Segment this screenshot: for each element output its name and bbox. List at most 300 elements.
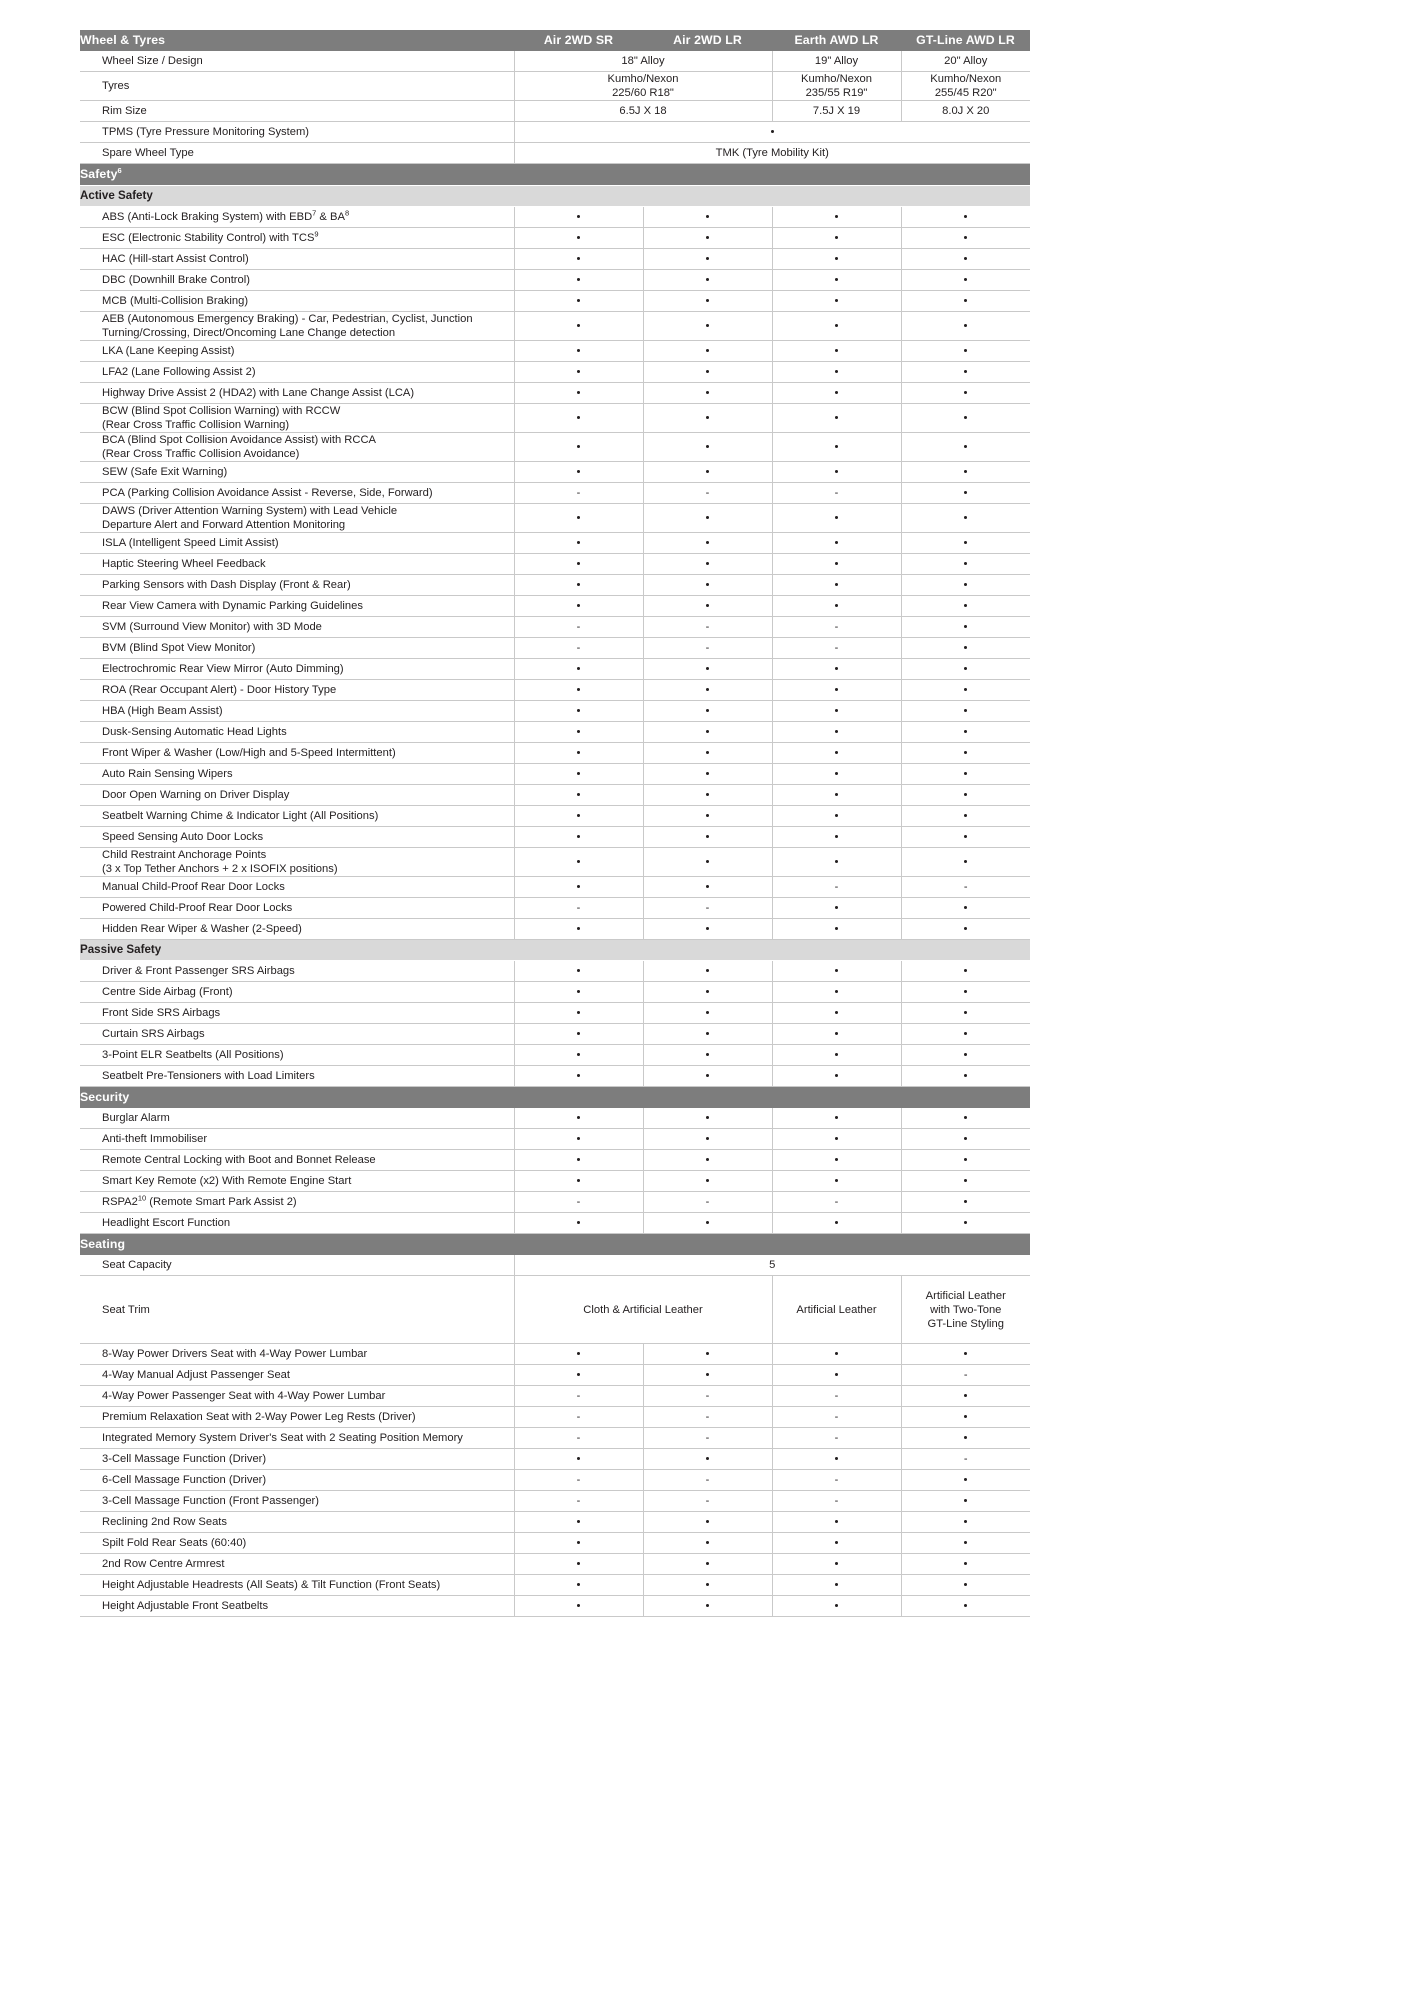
row-value-1: [643, 1533, 772, 1554]
row-value-0: [514, 1192, 643, 1213]
row-label: 3-Cell Massage Function (Driver): [80, 1449, 514, 1470]
available-dot: [964, 1541, 967, 1544]
row-value-0: [514, 919, 643, 940]
available-dot: [706, 1137, 709, 1140]
available-dot: [964, 906, 967, 909]
row-value-3: [901, 638, 1030, 659]
row-label: 8-Way Power Drivers Seat with 4-Way Power Lumbar: [80, 1344, 514, 1365]
table-row-seat-trim: [80, 1276, 1030, 1344]
row-value-0: [514, 1470, 643, 1491]
table-row: [80, 961, 1030, 982]
row-value-3: [901, 575, 1030, 596]
row-value-1: [643, 1108, 772, 1129]
available-dot: [771, 130, 774, 133]
not-available-dash: -: [576, 1410, 581, 1423]
available-dot: [835, 1604, 838, 1607]
available-dot: [706, 793, 709, 796]
available-dot: [835, 793, 838, 796]
subsection-spacer: [514, 940, 643, 961]
row-value-3: [901, 1024, 1030, 1045]
row-label: Child Restraint Anchorage Points (3 x Top Tether Anchors + 2 x ISOFIX positions): [80, 848, 514, 877]
available-dot: [706, 667, 709, 670]
table-row: [80, 1470, 1030, 1491]
row-value-2: 19" Alloy: [772, 51, 901, 72]
row-value-span: TMK (Tyre Mobility Kit): [514, 143, 1030, 164]
not-available-dash: -: [576, 1389, 581, 1402]
row-value-0: [514, 554, 643, 575]
row-value-1: [643, 877, 772, 898]
row-label: Height Adjustable Front Seatbelts: [80, 1596, 514, 1617]
available-dot: [577, 391, 580, 394]
table-row: [80, 554, 1030, 575]
available-dot: [835, 667, 838, 670]
row-value-3: [901, 1192, 1030, 1213]
subsection-spacer: [643, 186, 772, 207]
row-value-2: [772, 1533, 901, 1554]
available-dot: [706, 416, 709, 419]
row-value-3: [901, 1365, 1030, 1386]
table-row: [80, 533, 1030, 554]
available-dot: [706, 1221, 709, 1224]
row-value-1: [643, 207, 772, 228]
table-row: [80, 1512, 1030, 1533]
table-row: [80, 291, 1030, 312]
available-dot: [706, 688, 709, 691]
subsection-title: Active Safety: [80, 186, 514, 207]
row-value-0: [514, 1171, 643, 1192]
row-value-span: 5: [514, 1255, 1030, 1276]
row-value-3: [901, 1386, 1030, 1407]
available-dot: [577, 1032, 580, 1035]
row-value-1: [643, 1192, 772, 1213]
row-value-1: [643, 270, 772, 291]
available-dot: [964, 990, 967, 993]
subsection-header-active-safety: [80, 186, 1030, 207]
not-available-dash: -: [705, 486, 710, 499]
table-row: [80, 1045, 1030, 1066]
row-value-0: [514, 617, 643, 638]
row-value-2: [772, 404, 901, 433]
row-value-0: [514, 877, 643, 898]
row-value-1: [643, 341, 772, 362]
available-dot: [964, 709, 967, 712]
row-label: Spare Wheel Type: [80, 143, 514, 164]
row-value-3: 8.0J X 20: [901, 101, 1030, 122]
available-dot: [706, 990, 709, 993]
available-dot: [706, 1158, 709, 1161]
available-dot: [577, 730, 580, 733]
section-banner-security: [80, 1087, 1030, 1109]
available-dot: [577, 885, 580, 888]
row-value-0: [514, 291, 643, 312]
table-row: [80, 1533, 1030, 1554]
row-value-3: [901, 383, 1030, 404]
row-value-3: [901, 483, 1030, 504]
row-value-2: [772, 596, 901, 617]
row-label: 3-Cell Massage Function (Front Passenger): [80, 1491, 514, 1512]
row-value-1: [643, 785, 772, 806]
row-label: 4-Way Power Passenger Seat with 4-Way Power Lumbar: [80, 1386, 514, 1407]
available-dot: [577, 860, 580, 863]
available-dot: [706, 604, 709, 607]
row-value-1: [643, 312, 772, 341]
row-value-2: [772, 617, 901, 638]
available-dot: [835, 1373, 838, 1376]
available-dot: [577, 583, 580, 586]
not-available-dash: -: [705, 620, 710, 633]
available-dot: [835, 1179, 838, 1182]
table-row: [80, 207, 1030, 228]
table-row: [80, 701, 1030, 722]
table-row: [80, 1171, 1030, 1192]
row-value-1: [643, 249, 772, 270]
row-value-0: [514, 404, 643, 433]
row-value-1: [643, 1150, 772, 1171]
row-label: Hidden Rear Wiper & Washer (2-Speed): [80, 919, 514, 940]
available-dot: [706, 1032, 709, 1035]
available-dot: [964, 1011, 967, 1014]
available-dot: [577, 370, 580, 373]
row-value-1: [643, 383, 772, 404]
table-row: [80, 1108, 1030, 1129]
row-value-3: [901, 919, 1030, 940]
row-value-2: [772, 1150, 901, 1171]
footnote-marker: 6: [117, 165, 122, 175]
available-dot: [964, 491, 967, 494]
available-dot: [706, 324, 709, 327]
row-value-1: [643, 1213, 772, 1234]
row-value-2: [772, 785, 901, 806]
row-value-3: [901, 1449, 1030, 1470]
available-dot: [706, 730, 709, 733]
available-dot: [835, 324, 838, 327]
row-value-3: [901, 249, 1030, 270]
row-value-1: [643, 1428, 772, 1449]
table-row: [80, 919, 1030, 940]
not-available-dash: -: [705, 1473, 710, 1486]
not-available-dash: -: [834, 486, 839, 499]
row-value-2: [772, 228, 901, 249]
row-value-3: [901, 961, 1030, 982]
table-row: [80, 249, 1030, 270]
row-label: DBC (Downhill Brake Control): [80, 270, 514, 291]
row-value-1: [643, 483, 772, 504]
row-value-0: [514, 1386, 643, 1407]
available-dot: [835, 604, 838, 607]
table-row: [80, 659, 1030, 680]
row-label: ABS (Anti-Lock Braking System) with EBD$^7$ & $BA^8$: [80, 207, 514, 228]
table-row: [80, 341, 1030, 362]
row-value-2: [772, 1024, 901, 1045]
available-dot: [964, 215, 967, 218]
row-value-0: [514, 596, 643, 617]
available-dot: [835, 299, 838, 302]
not-available-dash: -: [963, 1452, 968, 1465]
available-dot: [964, 562, 967, 565]
available-dot: [964, 1179, 967, 1182]
row-value-3: [901, 617, 1030, 638]
row-value-2: [772, 504, 901, 533]
row-value-1: [643, 701, 772, 722]
table-row: [80, 1003, 1030, 1024]
row-value-1: [643, 848, 772, 877]
row-label: AEB (Autonomous Emergency Braking) - Car, Pedestrian, Cyclist, Junction Turning/Crossing, Direct/Oncoming Lane Change detection: [80, 312, 514, 341]
available-dot: [706, 516, 709, 519]
table-row: [80, 1386, 1030, 1407]
row-value-0: [514, 806, 643, 827]
row-value-0: [514, 1003, 643, 1024]
spec-sheet: [80, 30, 1030, 1617]
row-label: Burglar Alarm: [80, 1108, 514, 1129]
row-value-3: [901, 1066, 1030, 1087]
row-value-0: [514, 462, 643, 483]
row-value-2: [772, 1003, 901, 1024]
row-value-2: [772, 1192, 901, 1213]
row-value-2: [772, 1554, 901, 1575]
table-row: [80, 596, 1030, 617]
available-dot: [964, 1604, 967, 1607]
available-dot: [964, 1032, 967, 1035]
row-value-0: [514, 270, 643, 291]
row-value-3: [901, 1470, 1030, 1491]
table-row: [80, 764, 1030, 785]
row-value-0: [514, 575, 643, 596]
available-dot: [577, 772, 580, 775]
row-value-2: [772, 982, 901, 1003]
row-label: Centre Side Airbag (Front): [80, 982, 514, 1003]
table-row: [80, 483, 1030, 504]
row-value-0: [514, 1575, 643, 1596]
row-value-3: [901, 1575, 1030, 1596]
row-value-0: [514, 680, 643, 701]
table-row: [80, 1150, 1030, 1171]
row-value-1: [643, 827, 772, 848]
row-label: Front Side SRS Airbags: [80, 1003, 514, 1024]
row-value-0: [514, 743, 643, 764]
available-dot: [706, 969, 709, 972]
available-dot: [964, 516, 967, 519]
available-dot: [706, 1116, 709, 1119]
available-dot: [835, 470, 838, 473]
not-available-dash: -: [834, 880, 839, 893]
table-row: [80, 383, 1030, 404]
row-value-0: [514, 249, 643, 270]
row-label: Seatbelt Warning Chime & Indicator Light (All Positions): [80, 806, 514, 827]
row-label: Integrated Memory System Driver's Seat with 2 Seating Position Memory: [80, 1428, 514, 1449]
not-available-dash: -: [834, 620, 839, 633]
available-dot: [577, 1137, 580, 1140]
available-dot: [835, 835, 838, 838]
available-dot: [706, 1352, 709, 1355]
available-dot: [964, 583, 967, 586]
row-value-3: [901, 1512, 1030, 1533]
row-value-1: [643, 680, 772, 701]
available-dot: [835, 1158, 838, 1161]
row-label: SEW (Safe Exit Warning): [80, 462, 514, 483]
row-value-2: Artificial Leather: [772, 1276, 901, 1344]
available-dot: [577, 1457, 580, 1460]
available-dot: [706, 1541, 709, 1544]
row-value-1: [643, 228, 772, 249]
available-dot: [964, 860, 967, 863]
row-value-1: [643, 1171, 772, 1192]
row-label: Wheel Size / Design: [80, 51, 514, 72]
table-row: [80, 575, 1030, 596]
available-dot: [835, 709, 838, 712]
row-value-1: [643, 1512, 772, 1533]
row-value-0: [514, 898, 643, 919]
row-label: Rim Size: [80, 101, 514, 122]
available-dot: [964, 1415, 967, 1418]
available-dot: [964, 1053, 967, 1056]
row-value-2: [772, 1213, 901, 1234]
row-label: Curtain SRS Airbags: [80, 1024, 514, 1045]
row-value-0: [514, 1596, 643, 1617]
row-value-0: [514, 1066, 643, 1087]
row-label: 6-Cell Massage Function (Driver): [80, 1470, 514, 1491]
row-value-2: [772, 533, 901, 554]
available-dot: [577, 835, 580, 838]
row-label: Seatbelt Pre-Tensioners with Load Limiters: [80, 1066, 514, 1087]
row-label: Anti-theft Immobiliser: [80, 1129, 514, 1150]
available-dot: [706, 562, 709, 565]
row-value-3: [901, 596, 1030, 617]
table-row: [80, 1192, 1030, 1213]
row-value-0: [514, 533, 643, 554]
row-value-0: [514, 1491, 643, 1512]
available-dot: [835, 730, 838, 733]
row-value-0: [514, 341, 643, 362]
row-value-3: [901, 362, 1030, 383]
available-dot: [706, 860, 709, 863]
not-available-dash: -: [705, 1195, 710, 1208]
not-available-dash: -: [834, 1410, 839, 1423]
table-row: [80, 1255, 1030, 1276]
row-value-0: [514, 383, 643, 404]
available-dot: [577, 1158, 580, 1161]
row-value-3: [901, 1407, 1030, 1428]
row-label: DAWS (Driver Attention Warning System) with Lead Vehicle Departure Alert and Forward Attention Monitoring: [80, 504, 514, 533]
footnote-marker: 9: [314, 229, 319, 239]
row-label: Tyres: [80, 72, 514, 101]
row-value-3: [901, 1533, 1030, 1554]
row-label: Electrochromic Rear View Mirror (Auto Dimming): [80, 659, 514, 680]
row-value-merged: Kumho/Nexon 225/60 R18": [514, 72, 772, 101]
row-value-1: [643, 1129, 772, 1150]
available-dot: [964, 236, 967, 239]
row-label: ESC (Electronic Stability Control) with TCS$^9$: [80, 228, 514, 249]
subsection-spacer: [772, 186, 901, 207]
available-dot: [835, 257, 838, 260]
row-value-2: [772, 1108, 901, 1129]
not-available-dash: -: [705, 1494, 710, 1507]
column-header-3: GT-Line AWD LR: [901, 30, 1030, 51]
available-dot: [964, 416, 967, 419]
row-value-1: [643, 743, 772, 764]
table-row: [80, 1129, 1030, 1150]
row-value-0: [514, 982, 643, 1003]
available-dot: [964, 278, 967, 281]
available-dot: [835, 1520, 838, 1523]
row-value-2: [772, 483, 901, 504]
section-title-wheel-tyres: Wheel & Tyres: [80, 30, 514, 51]
row-value-2: [772, 383, 901, 404]
row-value-1: [643, 462, 772, 483]
available-dot: [964, 541, 967, 544]
row-label: Remote Central Locking with Boot and Bonnet Release: [80, 1150, 514, 1171]
row-value-0: [514, 1428, 643, 1449]
row-value-3: [901, 207, 1030, 228]
available-dot: [577, 445, 580, 448]
row-value-3: [901, 1491, 1030, 1512]
row-label: 4-Way Manual Adjust Passenger Seat: [80, 1365, 514, 1386]
row-label: 3-Point ELR Seatbelts (All Positions): [80, 1045, 514, 1066]
available-dot: [835, 516, 838, 519]
available-dot: [835, 236, 838, 239]
available-dot: [577, 562, 580, 565]
table-row: [80, 143, 1030, 164]
row-value-3: [901, 1554, 1030, 1575]
row-label: Manual Child-Proof Rear Door Locks: [80, 877, 514, 898]
available-dot: [577, 299, 580, 302]
available-dot: [577, 667, 580, 670]
not-available-dash: -: [576, 620, 581, 633]
available-dot: [706, 257, 709, 260]
row-label: MCB (Multi-Collision Braking): [80, 291, 514, 312]
not-available-dash: -: [576, 486, 581, 499]
available-dot: [577, 1074, 580, 1077]
available-dot: [835, 391, 838, 394]
row-value-3: [901, 764, 1030, 785]
row-value-3: [901, 533, 1030, 554]
available-dot: [964, 625, 967, 628]
row-value-3: [901, 1129, 1030, 1150]
row-value-1: [643, 982, 772, 1003]
subsection-spacer: [901, 940, 1030, 961]
available-dot: [706, 470, 709, 473]
available-dot: [835, 1074, 838, 1077]
available-dot: [835, 1541, 838, 1544]
row-value-1: [643, 291, 772, 312]
row-value-1: [643, 1407, 772, 1428]
available-dot: [835, 583, 838, 586]
available-dot: [577, 990, 580, 993]
row-value-3: [901, 806, 1030, 827]
available-dot: [706, 709, 709, 712]
row-value-0: [514, 433, 643, 462]
row-value-3: 20" Alloy: [901, 51, 1030, 72]
footnote-marker: 10: [137, 1193, 147, 1203]
available-dot: [577, 1011, 580, 1014]
available-dot: [964, 835, 967, 838]
available-dot: [964, 324, 967, 327]
available-dot: [964, 969, 967, 972]
row-value-1: [643, 1003, 772, 1024]
subsection-spacer: [901, 186, 1030, 207]
row-label: Spilt Fold Rear Seats (60:40): [80, 1533, 514, 1554]
row-value-3: [901, 270, 1030, 291]
not-available-dash: -: [705, 901, 710, 914]
available-dot: [706, 370, 709, 373]
row-label: Rear View Camera with Dynamic Parking Guidelines: [80, 596, 514, 617]
row-value-2: [772, 659, 901, 680]
table-header-row: [80, 30, 1030, 51]
row-label: Smart Key Remote (x2) With Remote Engine Start: [80, 1171, 514, 1192]
available-dot: [706, 1373, 709, 1376]
table-row: [80, 848, 1030, 877]
row-value-0: [514, 638, 643, 659]
row-value-0: [514, 1213, 643, 1234]
